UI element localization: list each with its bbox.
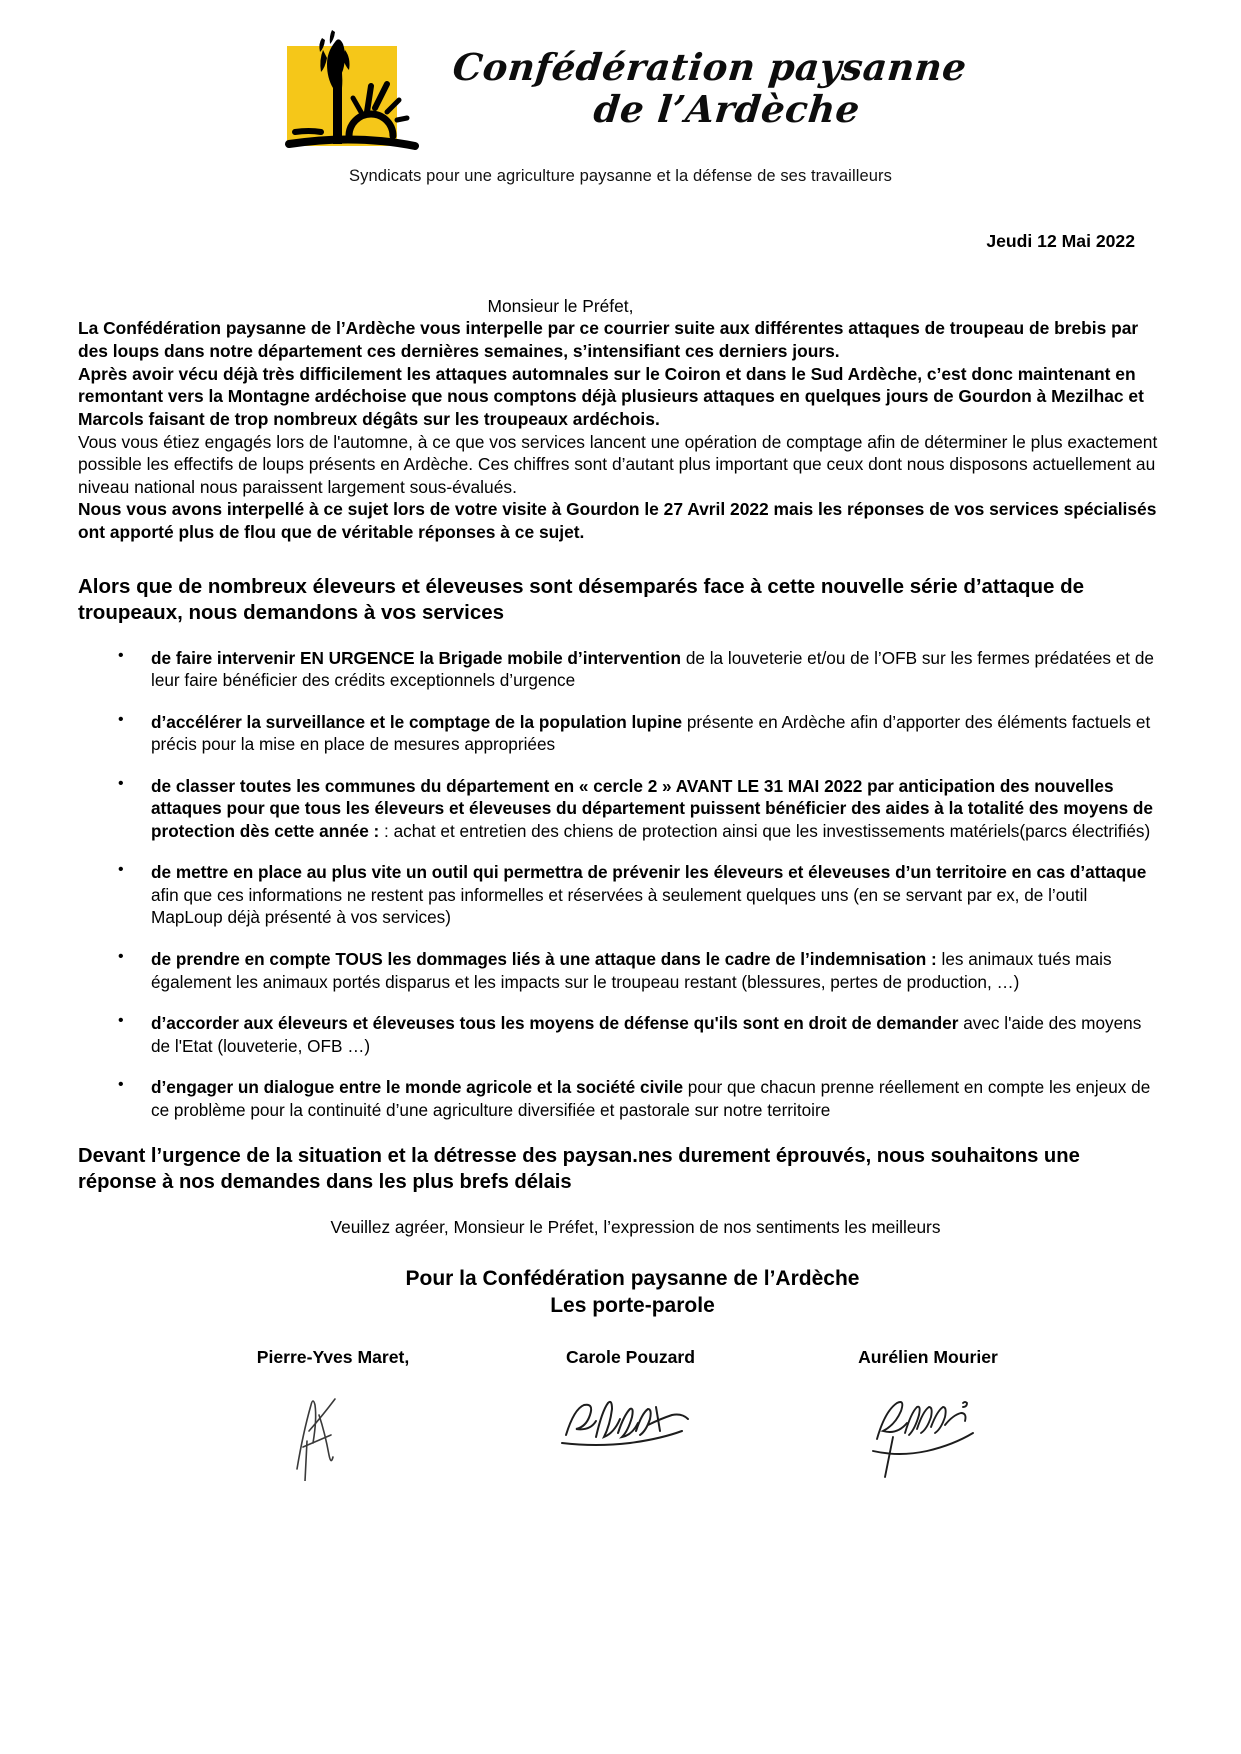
signer-block — [803, 1346, 1053, 1505]
signer-name: Aurélien Mourier — [858, 1347, 998, 1368]
demand-bold: d’accélérer la surveillance et le comptage de la population lupine — [151, 711, 683, 732]
list-item — [78, 775, 1163, 843]
demand-bold: de mettre en place au plus vite un outil qui permettra de prévenir les éleveurs et éleveuses d’un territoire en cas d’attaque — [151, 862, 1147, 883]
signer-block — [506, 1346, 756, 1505]
demand-bold: d’engager un dialogue entre le monde agricole et la société civile — [151, 1077, 684, 1098]
signature-mark — [803, 1369, 1053, 1505]
demand-bold: de classer toutes les communes du département en « cercle 2 » AVANT LE 31 MAI 2022 par anticipation des nouvelles attaques pour que tous les éleveurs et éleveuses du département puissent bénéficier des aides à la totalité des moyens de protection dès cette année : — [151, 775, 1153, 841]
demands-list — [78, 647, 1163, 1122]
list-item — [78, 647, 1163, 692]
list-item — [78, 1076, 1163, 1121]
letter-salutation: Monsieur le Préfet, — [487, 295, 634, 316]
list-item — [78, 711, 1163, 756]
demand-rest: pour que chacun prenne réellement en compte les enjeux de ce problème pour la continuité d’une agriculture diversifiée et pastorale sur notre territoire — [151, 1077, 1151, 1120]
demand-rest: afin que ces informations ne restent pas informelles et réservées à seulement quelques uns (en se servant par ex, de l’outil MapLoup déjà présenté à vos services) — [151, 884, 1088, 928]
signer-name: Pierre-Yves Maret, — [256, 1347, 410, 1368]
intro-paragraph-1: La Confédération paysanne de l’Ardèche vous interpelle par ce courrier suite aux différentes attaques de troupeau de brebis par des loups dans notre département ces dernières semaines, s’intensifiant ces derniers jours. — [78, 318, 1139, 362]
signer-block — [208, 1346, 458, 1505]
signer-name: Carole Pouzard — [565, 1347, 696, 1368]
letter-body — [0, 230, 1241, 1505]
signoff-block — [78, 1266, 1163, 1320]
letter-date: Jeudi 12 Mai 2022 — [986, 231, 1135, 251]
demand-rest: avec l'aide des moyens de l'Etat (louveterie, OFB …) — [151, 1013, 1142, 1056]
signoff-line2: Les porte-parole — [550, 1294, 715, 1318]
intro-paragraph-2: Après avoir vécu déjà très difficilement les attaques automnales sur le Coiron et dans le Sud Ardèche, c’est donc maintenant en remontant vers la Montagne ardéchoise que nous comptons déjà plusieurs attaques en quelques jours de Gourdon à Mezilhac et Marcols faisant de trop nombreux dégâts sur les troupeaux ardéchois. — [78, 363, 1144, 429]
organisation-name-line2: de l’Ardèche — [591, 87, 862, 132]
closing-statement: Devant l’urgence de la situation et la détresse des paysan.nes durement éprouvés, nous souhaitons une réponse à nos demandes dans les plus brefs délais — [78, 1145, 1080, 1194]
demand-bold: de prendre en compte TOUS les dommages liés à une attaque dans le cadre de l’indemnisation : — [151, 949, 937, 970]
list-item — [78, 861, 1163, 929]
signature-mark — [208, 1369, 458, 1505]
demand-rest: les animaux tués mais également les animaux portés disparus et les impacts sur le troupeau restant (blessures, pertes de production, …) — [151, 949, 1112, 992]
organisation-name — [450, 26, 969, 133]
demand-bold: d’accorder aux éleveurs et éleveuses tous les moyens de défense qu'ils sont en droit de demander — [151, 1013, 959, 1034]
complimentary-close: Veuillez agréer, Monsieur le Préfet, l’expression de nos sentiments les meilleurs — [330, 1216, 941, 1237]
demand-rest: : achat et entretien des chiens de protection ainsi que les investissements matériels(parcs électrifiés) — [379, 820, 1151, 841]
signers-row — [78, 1346, 1163, 1505]
list-item — [78, 1012, 1163, 1057]
signoff-line1: Pour la Confédération paysanne de l’Ardèche — [405, 1267, 860, 1291]
context-paragraph-bold: Nous vous avons interpellé à ce sujet lors de votre visite à Gourdon le 27 Avril 2022 mais les réponses de vos services spécialisés ont apporté plus de flou que de véritable réponses à ce sujet. — [78, 499, 1157, 543]
signature-mark — [506, 1369, 756, 1505]
letterhead — [0, 0, 1241, 186]
list-item — [78, 948, 1163, 993]
demand-rest: de la louveterie et/ou de l’OFB sur les fermes prédatées et de leur faire bénéficier des crédits exceptionnels d’urgence — [151, 647, 1154, 691]
demand-rest: présente en Ardèche afin d’apporter des éléments factuels et précis pour la mise en place de mesures appropriées — [151, 711, 1151, 755]
context-paragraph: Vous vous étiez engagés lors de l'automne, à ce que vos services lancent une opération de comptage afin de déterminer le plus exactement possible les effectifs de loups présents en Ardèche. Ces chiffres sont d’autant plus important que ceux dont nous disposons actuellement au niveau national nous paraissent largement sous-évalués. — [78, 431, 1158, 497]
letterhead-row — [275, 26, 969, 154]
wheat-and-sun-logo-icon — [275, 26, 427, 154]
demands-heading: Alors que de nombreux éleveurs et éleveuses sont désemparés face à cette nouvelle série d’attaque de troupeaux, nous demandons à vos services — [78, 574, 1085, 624]
letterhead-tagline: Syndicats pour une agriculture paysanne et la défense de ses travailleurs — [349, 167, 892, 185]
demand-bold: de faire intervenir EN URGENCE la Brigade mobile d’intervention — [151, 647, 682, 668]
organisation-name-line1: Confédération paysanne — [450, 45, 969, 89]
